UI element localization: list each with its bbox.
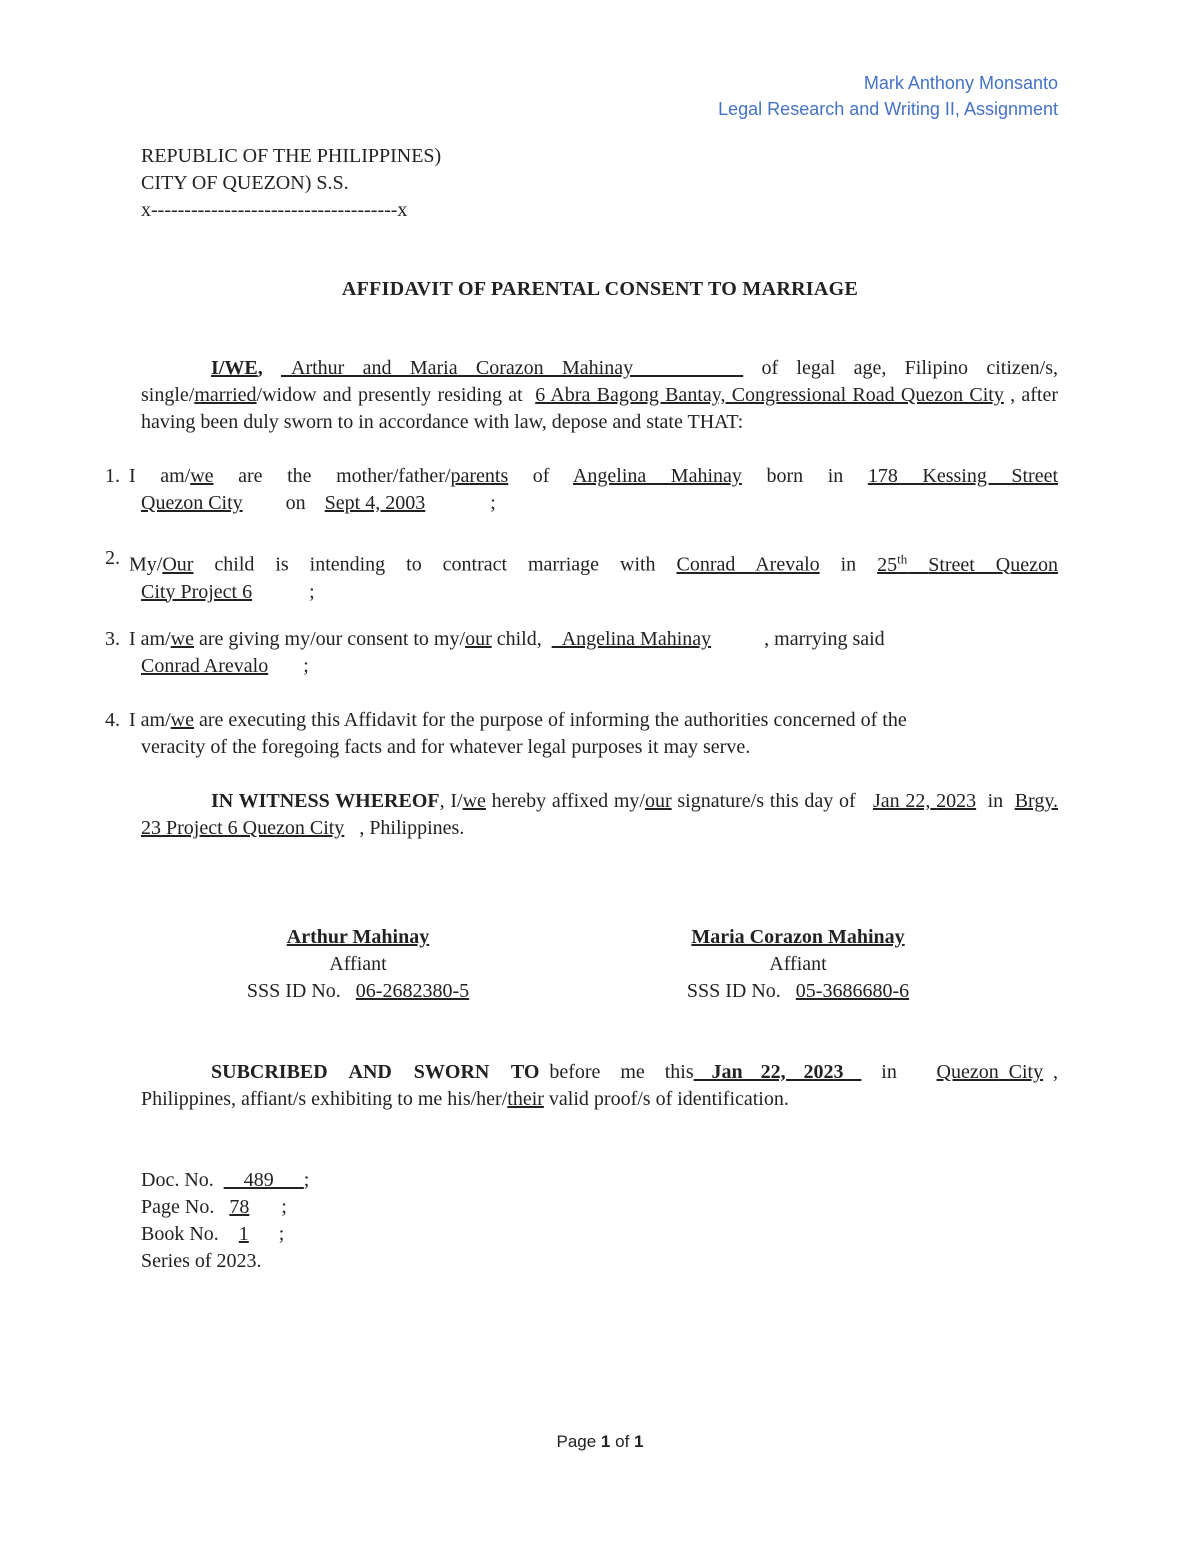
doc-number: Doc. No. __489___;	[141, 1169, 310, 1191]
affiant-role: Affiant	[769, 953, 827, 975]
birthplace: 178 Kessing Street	[867, 465, 1059, 487]
caption-city: CITY OF QUEZON) S.S.	[141, 172, 349, 194]
book-number: Book No. 1 ;	[141, 1223, 285, 1245]
consent-partner-name: Conrad Arevalo	[141, 655, 269, 677]
signature-block-1	[158, 924, 558, 1005]
venue-caption	[141, 143, 441, 224]
document-header	[718, 70, 1058, 122]
caption-divider: x-------------------------------------x	[141, 199, 408, 221]
statement-item-3: 3. I am/we are giving my/our consent to my/our child, _Angelina Mahinay , marrying said Conrad Arevalo ;	[105, 628, 885, 677]
series-year: Series of 2023.	[141, 1250, 262, 1272]
child-name: Angelina Mahinay	[572, 465, 742, 487]
jurat-city: Quezon City	[936, 1061, 1044, 1083]
iwe-label: I/WE,	[211, 357, 263, 379]
birthdate: Sept 4, 2003	[324, 492, 426, 514]
signing-date: Jan 22, 2023	[872, 790, 977, 812]
caption-republic: REPUBLIC OF THE PHILIPPINES)	[141, 145, 442, 167]
document-title: AFFIDAVIT OF PARENTAL CONSENT TO MARRIAGE	[341, 278, 859, 300]
course-title: Legal Research and Writing II, Assignment	[718, 99, 1058, 119]
author-name: Mark Anthony Monsanto	[863, 73, 1058, 93]
signature-block-2	[598, 924, 998, 1005]
affiant-role: Affiant	[329, 953, 387, 975]
statement-item-1: 1. I am/we are the mother/father/parents of Angelina Mahinay born in 178 Kessing Street Quezon City on Sept 4, 2003 ;	[105, 465, 1059, 514]
partner-name: Conrad Arevalo	[676, 553, 820, 576]
consent-child-name: _Angelina Mahinay	[551, 628, 712, 650]
partner-address: 25th Street Quezon	[877, 551, 1059, 576]
witness-paragraph: IN WITNESS WHEREOF, I/we hereby affixed my/our signature/s this day of Jan 22, 2023 in Brgy. 23 Project 6 Quezon City , Philippines.	[141, 790, 1059, 839]
residence-address: 6 Abra Bagong Bantay, Congressional Road Quezon City	[535, 384, 1004, 406]
affiant-id: SSS ID No. 06-2682380-5	[246, 980, 470, 1002]
signing-place: Brgy. 23 Project 6 Quezon City	[141, 790, 1059, 839]
affiant-id: SSS ID No. 05-3686680-6	[686, 980, 910, 1002]
status-married: married	[194, 384, 257, 406]
affiant-name: Maria Corazon Mahinay	[691, 926, 905, 948]
intro-paragraph: I/WE, _Arthur and Maria Corazon Mahinay___________ of legal age, Filipino citizen/s, single/married/widow and presently residing at 6 Abra Bagong Bantay, Congressional Road Quezon City , after having been duly sworn to in accordance with law, depose and state THAT:	[141, 357, 1059, 433]
jurat-paragraph: SUBCRIBED AND SWORN TO before me this Jan 22, 2023 in Quezon City , Philippines, affiant/s exhibiting to me his/her/their valid proof/s of identification.	[141, 1061, 1059, 1110]
statement-item-4: 4. I am/we are executing this Affidavit for the purpose of informing the authorities concerned of the veracity of the foregoing facts and for whatever legal purposes it may serve.	[105, 709, 907, 758]
affiant-name: Arthur Mahinay	[286, 926, 430, 948]
notarial-register	[141, 1167, 309, 1275]
statement-item-2: 2. My/Our child is intending to contract marriage with Conrad Arevalo in 25th Street Quezon City Project 6 ;	[105, 547, 1059, 603]
page-footer: Page 1 of 1	[556, 1432, 644, 1451]
page-number: Page No. 78 ;	[141, 1196, 287, 1218]
jurat-date: Jan 22, 2023	[693, 1061, 862, 1083]
affiants-names: _Arthur and Maria Corazon Mahinay___________	[281, 357, 744, 379]
